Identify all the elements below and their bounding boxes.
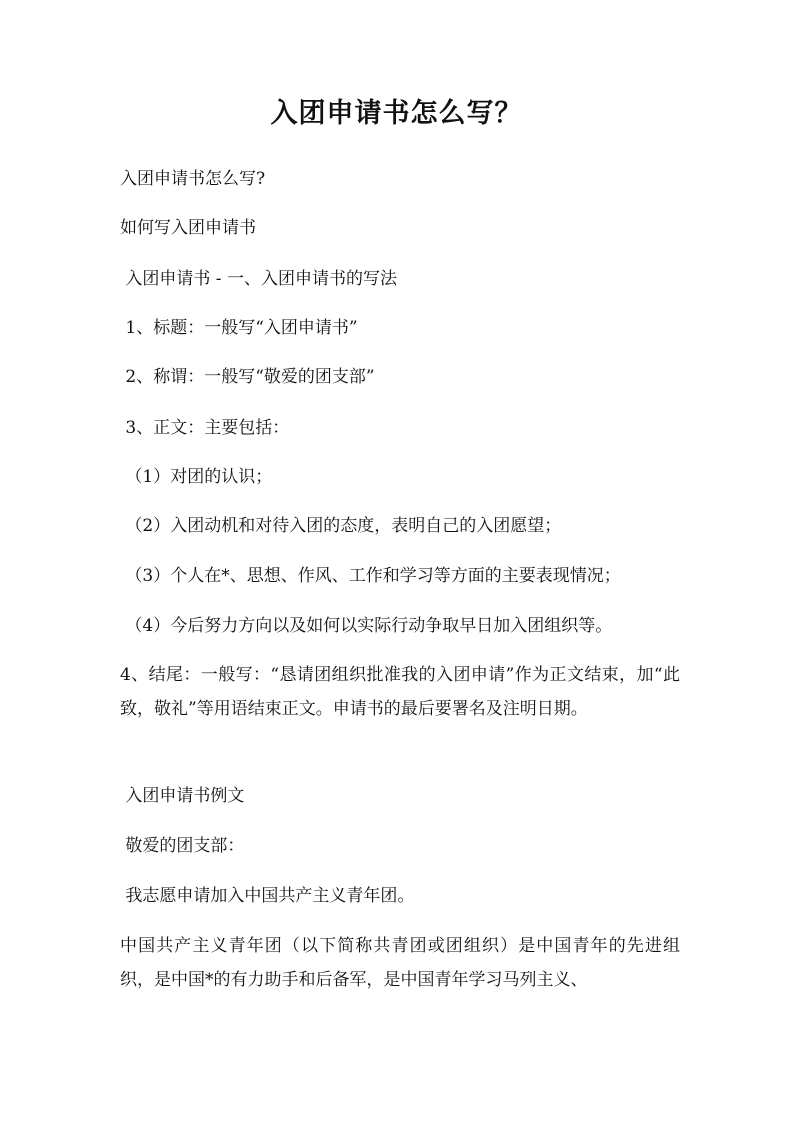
paragraph: （2）入团动机和对待入团的态度，表明自己的入团愿望； bbox=[120, 516, 562, 536]
paragraph: 入团申请书怎么写? bbox=[120, 169, 266, 189]
paragraph: 入团申请书 - 一、入团申请书的写法 bbox=[120, 269, 397, 289]
paragraph: （4）今后努力方向以及如何以实际行动争取早日加入团组织等。 bbox=[120, 616, 613, 636]
paragraph: 2、称谓：一般写“敬爱的团支部” bbox=[120, 367, 375, 387]
paragraph: 我志愿申请加入中国共产主义青年团。 bbox=[120, 886, 415, 906]
paragraph: 敬爱的团支部： bbox=[120, 836, 245, 856]
paragraph: 中国共产主义青年团（以下简称共青团或团组织）是中国青年的先进组织，是中国*的有力助手和后备军，是中国青年学习马列主义、 bbox=[120, 936, 680, 990]
paragraph: 1、标题：一般写“入团申请书” bbox=[120, 318, 358, 338]
paragraph: 如何写入团申请书 bbox=[120, 218, 256, 238]
paragraph: 3、正文：主要包括： bbox=[120, 418, 290, 438]
paragraph: （3）个人在*、思想、作风、工作和学习等方面的主要表现情况； bbox=[120, 566, 621, 586]
paragraph: 4、结尾：一般写：“恳请团组织批准我的入团申请”作为正文结束，加“此致，敬礼”等用语结束正文。申请书的最后要署名及注明日期。 bbox=[120, 665, 680, 719]
paragraph: 入团申请书例文 bbox=[120, 786, 245, 806]
document-title: 入团申请书怎么写？ bbox=[270, 98, 523, 129]
paragraph: （1）对团的认识； bbox=[120, 467, 273, 487]
